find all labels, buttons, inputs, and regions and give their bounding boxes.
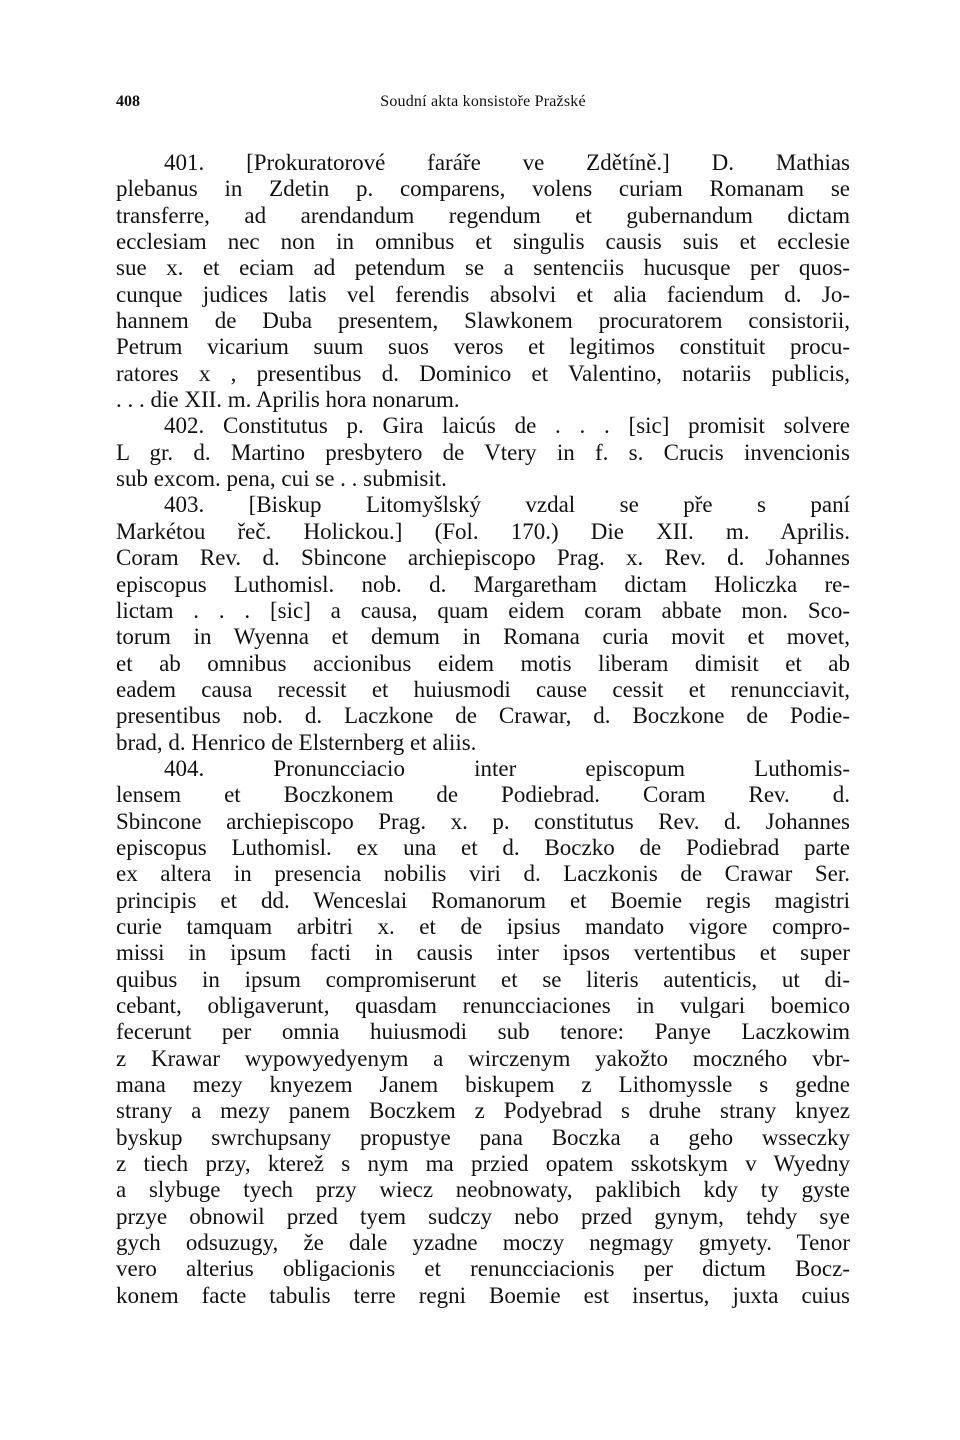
body-text xyxy=(116,150,850,1309)
text-line: Sbincone archiepiscopo Prag. x. p. constitutus Rev. d. Johannes xyxy=(116,808,850,834)
text-line: cebant, obligaverunt, quasdam renuncciaciones in vulgari boemico xyxy=(116,993,850,1018)
text-line: eadem causa recessit et huiusmodi cause cessit et renuncciavit, xyxy=(116,676,850,702)
text-line: ratores x , presentibus d. Dominico et Valentino, notariis publicis, xyxy=(116,360,850,386)
text-line: sue x. et eciam ad petendum se a sentenciis hucusque per quos- xyxy=(116,255,850,281)
text-line: 403. [Biskup Litomyšlský vzdal se pře s paní xyxy=(164,492,850,518)
text-line: L gr. d. Martino presbytero de Vtery in f. s. Crucis invencionis xyxy=(116,439,850,465)
text-line: lensem et Boczkonem de Podiebrad. Coram Rev. d. xyxy=(116,782,850,808)
text-line: lictam . . . [sic] a causa, quam eidem coram abbate mon. Sco- xyxy=(116,597,850,623)
text-line: Markétou řeč. Holickou.] (Fol. 170.) Die XII. m. Aprilis. xyxy=(116,518,850,544)
text-line: episcopus Luthomisl. nob. d. Margaretham dictam Holiczka re- xyxy=(116,571,850,597)
text-line: gych odsuzugy, že dale yzadne moczy negmagy gmyety. Tenor xyxy=(116,1230,850,1256)
text-line: . . . die XII. m. Aprilis hora nonarum. xyxy=(116,387,460,413)
text-line: 402. Constitutus p. Gira laicús de . . . [sic] promisit solvere xyxy=(164,413,850,439)
text-line: 404. Pronuncciacio inter episcopum Luthomis- xyxy=(164,755,850,781)
text-line: z tiech przy, kterež s nym ma przied opatem sskotskym v Wyedny xyxy=(116,1151,850,1177)
text-line: transferre, ad arendandum regendum et gubernandum dictam xyxy=(116,202,850,228)
text-line: byskup swrchupsany propustye pana Boczka a geho wsseczky xyxy=(116,1124,850,1150)
text-line: presentibus nob. d. Laczkone de Crawar, d. Boczkone de Podie- xyxy=(116,703,850,729)
text-line: Coram Rev. d. Sbincone archiepiscopo Prag. x. Rev. d. Johannes xyxy=(116,545,850,571)
text-line: fecerunt per omnia huiusmodi sub tenore: Panye Laczkowim xyxy=(116,1019,850,1045)
text-line: et ab omnibus accionibus eidem motis liberam dimisit et ab xyxy=(116,650,850,676)
text-line: vero alterius obligacionis et renuncciacionis per dictum Bocz- xyxy=(116,1256,850,1282)
text-line: konem facte tabulis terre regni Boemie est insertus, juxta cuius xyxy=(116,1282,850,1308)
text-line: ex altera in presencia nobilis viri d. Laczkonis de Crawar Ser. xyxy=(116,861,850,887)
text-line: strany a mezy panem Boczkem z Podyebrad s druhe strany knyez xyxy=(116,1098,850,1124)
text-line: cunque judices latis vel ferendis absolvi et alia faciendum d. Jo- xyxy=(116,281,850,307)
text-line: ecclesiam nec non in omnibus et singulis causis suis et ecclesie xyxy=(116,229,850,255)
text-line: a slybuge tyech przy wiecz neobnowaty, paklibich kdy ty gyste xyxy=(116,1177,850,1203)
text-line: z Krawar wypowyedyenym a wirczenym yakožto moczného vbr- xyxy=(116,1045,850,1071)
text-line: principis et dd. Wenceslai Romanorum et Boemie regis magistri xyxy=(116,887,850,913)
page-header xyxy=(116,93,850,121)
text-line: episcopus Luthomisl. ex una et d. Boczko de Podiebrad parte xyxy=(116,834,850,860)
running-title: Soudní akta konsistoře Pražské xyxy=(380,93,586,110)
text-line: missi in ipsum facti in causis inter ipsos vertentibus et super xyxy=(116,940,850,966)
text-line: curie tamquam arbitri x. et de ipsius mandato vigore compro- xyxy=(116,913,850,939)
text-line: brad, d. Henrico de Elsternberg et aliis. xyxy=(116,729,477,755)
text-line: Petrum vicarium suum suos veros et legitimos constituit procu- xyxy=(116,334,850,360)
page-number: 408 xyxy=(116,93,140,110)
text-line: przye obnowil przed tyem sudczy nebo przed gynym, tehdy sye xyxy=(116,1203,850,1229)
text-line: torum in Wyenna et demum in Romana curia movit et movet, xyxy=(116,624,850,650)
text-line: plebanus in Zdetin p. comparens, volens curiam Romanam se xyxy=(116,176,850,202)
text-line: hannem de Duba presentem, Slawkonem procuratorem consistorii, xyxy=(116,308,850,334)
text-line: sub excom. pena, cui se . . submisit. xyxy=(116,466,447,492)
text-line: mana mezy knyezem Janem biskupem z Lithomyssle s gedne xyxy=(116,1072,850,1098)
text-line: quibus in ipsum compromiserunt et se literis autenticis, ut di- xyxy=(116,966,850,992)
text-line: 401. [Prokuratorové faráře ve Zdětíně.] D. Mathias xyxy=(164,150,850,175)
